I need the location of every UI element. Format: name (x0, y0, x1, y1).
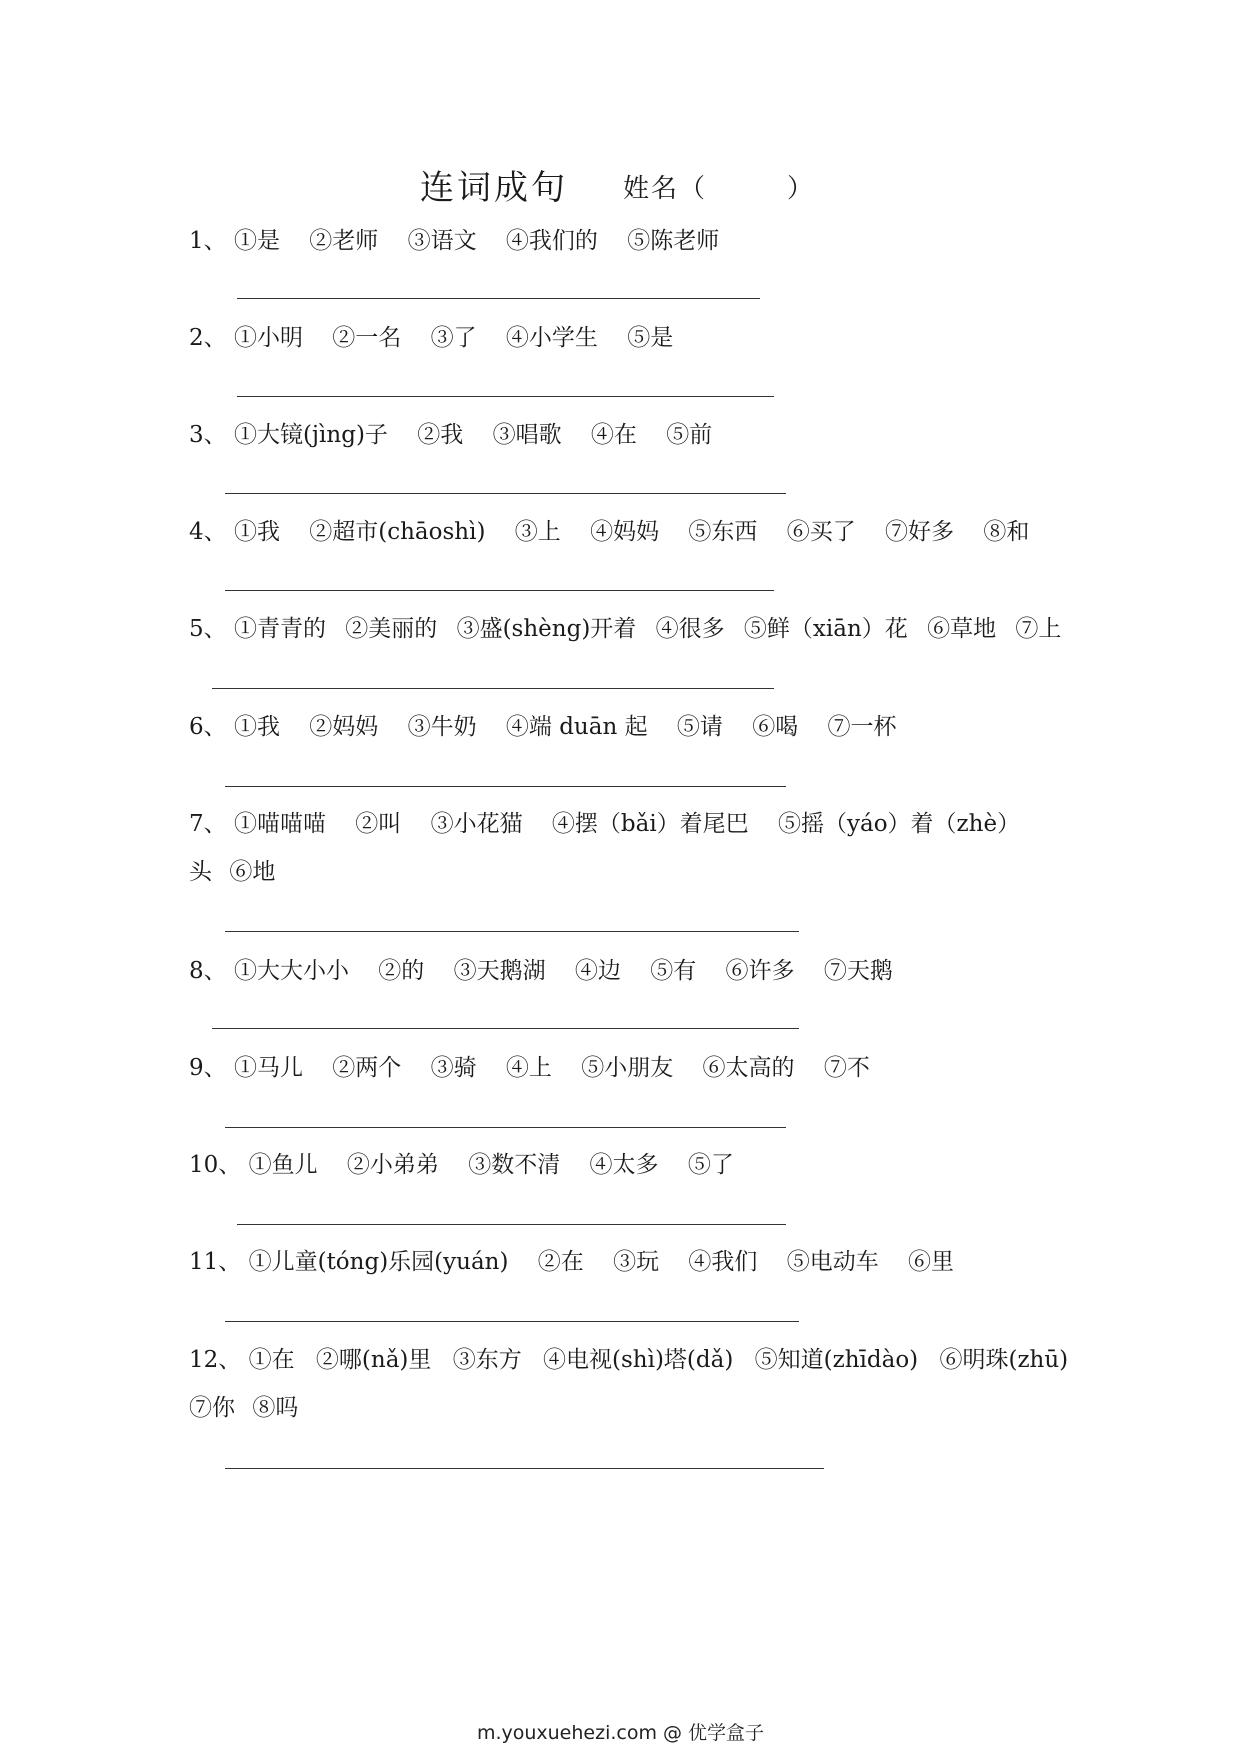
word-token: ⑦一杯 (827, 714, 897, 740)
question-continuation (189, 1384, 1069, 1432)
word-token: ⑧和 (983, 519, 1030, 545)
word-token: ⑦上 (1015, 616, 1062, 642)
footer-watermark: m.youxuehezi.com @ 优学盒子 (476, 1722, 765, 1744)
word-token: ④小学生 (505, 325, 598, 351)
answer-line-11[interactable] (225, 1321, 799, 1322)
word-token: ⑦不 (823, 1055, 870, 1081)
word-token: ⑥喝 (752, 714, 799, 740)
word-token: ⑥太高的 (702, 1055, 795, 1081)
word-token: ⑦你 (189, 1395, 235, 1421)
word-token: ④摆（bǎi）着尾巴 (551, 811, 749, 837)
word-token: 头 (189, 859, 212, 885)
question-12 (189, 1336, 1069, 1432)
word-token: ②哪(nǎ)里 (315, 1347, 432, 1373)
word-token: ④边 (574, 958, 621, 984)
word-token: ⑤鲜（xiān）花 (743, 616, 908, 642)
word-token: ②两个 (332, 1055, 402, 1081)
word-token: ③语文 (407, 228, 477, 254)
word-token: ①大大小小 (233, 958, 349, 984)
question-number: 2、 (189, 325, 227, 351)
word-token: ④端 duān 起 (505, 714, 648, 740)
word-token: ①我 (233, 714, 280, 740)
question-6 (189, 703, 1069, 751)
word-token: ②妈妈 (309, 714, 379, 740)
answer-line-1[interactable] (237, 298, 760, 299)
question-number: 12、 (189, 1347, 242, 1373)
word-token: ②在 (537, 1249, 584, 1275)
word-token: ②叫 (355, 811, 402, 837)
word-token: ③数不清 (468, 1152, 561, 1178)
word-token: ③上 (514, 519, 561, 545)
word-token: ④上 (505, 1055, 552, 1081)
word-token: ②的 (378, 958, 425, 984)
word-token: ⑤摇（yáo）着（zhè） (778, 811, 1021, 837)
answer-line-8[interactable] (212, 1028, 799, 1029)
word-token: ④太多 (589, 1152, 659, 1178)
word-token: ④妈妈 (590, 519, 660, 545)
word-token: ④电视(shì)塔(dǎ) (543, 1347, 734, 1373)
word-token: ⑧吗 (252, 1395, 299, 1421)
word-token: ⑥许多 (725, 958, 795, 984)
word-token: ④我们 (688, 1249, 758, 1275)
word-token: ③盛(shèng)开着 (456, 616, 637, 642)
word-token: ⑦好多 (885, 519, 955, 545)
question-11 (189, 1238, 1069, 1286)
question-1 (189, 217, 1069, 265)
word-token: ⑥地 (229, 859, 276, 885)
word-token: ①在 (248, 1347, 295, 1373)
word-token: ③唱歌 (492, 422, 562, 448)
question-4 (189, 508, 1069, 556)
question-8 (189, 947, 1069, 995)
question-number: 6、 (189, 714, 227, 740)
word-token: ⑤请 (676, 714, 723, 740)
word-token: ⑤知道(zhīdào) (754, 1347, 919, 1373)
word-token: ⑤是 (627, 325, 674, 351)
word-token: ⑤小朋友 (581, 1055, 674, 1081)
question-continuation (189, 848, 1069, 896)
word-token: ③玩 (613, 1249, 660, 1275)
word-token: ⑤陈老师 (627, 228, 720, 254)
word-token: ③骑 (430, 1055, 477, 1081)
page-title: 连词成句 (420, 168, 568, 208)
word-token: ①我 (233, 519, 280, 545)
question-10 (189, 1141, 1069, 1189)
word-token: ②老师 (309, 228, 379, 254)
answer-line-6[interactable] (225, 786, 786, 787)
question-number: 1、 (189, 228, 227, 254)
word-token: ①马儿 (233, 1055, 303, 1081)
word-token: ①儿童(tóng)乐园(yuán) (248, 1249, 509, 1275)
question-2 (189, 314, 1069, 362)
word-token: ①青青的 (233, 616, 326, 642)
question-number: 3、 (189, 422, 227, 448)
word-token: ①是 (233, 228, 280, 254)
word-token: ③东方 (452, 1347, 522, 1373)
question-number: 8、 (189, 958, 227, 984)
question-9 (189, 1044, 1069, 1092)
answer-line-12[interactable] (225, 1468, 824, 1469)
question-5 (189, 605, 1069, 653)
word-token: ①小明 (233, 325, 303, 351)
word-token: ②我 (417, 422, 464, 448)
answer-line-4[interactable] (225, 590, 774, 591)
word-token: ⑦天鹅 (823, 958, 893, 984)
answer-line-5[interactable] (212, 688, 774, 689)
name-field (623, 168, 815, 205)
word-token: ⑤了 (687, 1152, 734, 1178)
word-token: ②小弟弟 (346, 1152, 439, 1178)
word-token: ③牛奶 (407, 714, 477, 740)
word-token: ③小花猫 (430, 811, 523, 837)
question-number: 11、 (189, 1249, 242, 1275)
question-number: 4、 (189, 519, 227, 545)
word-token: ④我们的 (505, 228, 598, 254)
word-token: ①大镜(jìng)子 (233, 422, 388, 448)
word-token: ②美丽的 (345, 616, 438, 642)
question-number: 9、 (189, 1055, 227, 1081)
answer-line-7[interactable] (225, 931, 799, 932)
word-token: ⑤有 (650, 958, 697, 984)
question-number: 5、 (189, 616, 227, 642)
word-token: ⑥买了 (786, 519, 856, 545)
question-7 (189, 800, 1069, 896)
word-token: ①喵喵喵 (233, 811, 326, 837)
worksheet-header (0, 160, 1241, 210)
word-token: ②超市(chāoshì) (309, 519, 486, 545)
name-close-paren: ） (787, 174, 816, 204)
word-token: ⑤前 (666, 422, 713, 448)
answer-line-3[interactable] (225, 493, 786, 494)
question-number: 10、 (189, 1152, 242, 1178)
question-3 (189, 411, 1069, 459)
word-token: ⑥里 (908, 1249, 955, 1275)
word-token: ⑤电动车 (786, 1249, 879, 1275)
word-token: ①鱼儿 (248, 1152, 318, 1178)
word-token: ⑤东西 (688, 519, 758, 545)
word-token: ④很多 (655, 616, 725, 642)
answer-line-9[interactable] (225, 1127, 786, 1128)
answer-line-10[interactable] (237, 1224, 786, 1225)
word-token: ④在 (590, 422, 637, 448)
word-token: ②一名 (332, 325, 402, 351)
word-token: ⑥明珠(zhū) (939, 1347, 1069, 1373)
word-token: ③天鹅湖 (453, 958, 546, 984)
word-token: ⑥草地 (927, 616, 997, 642)
word-token: ③了 (430, 325, 477, 351)
name-label: 姓名（ (623, 174, 708, 204)
question-number: 7、 (189, 811, 227, 837)
answer-line-2[interactable] (237, 396, 774, 397)
